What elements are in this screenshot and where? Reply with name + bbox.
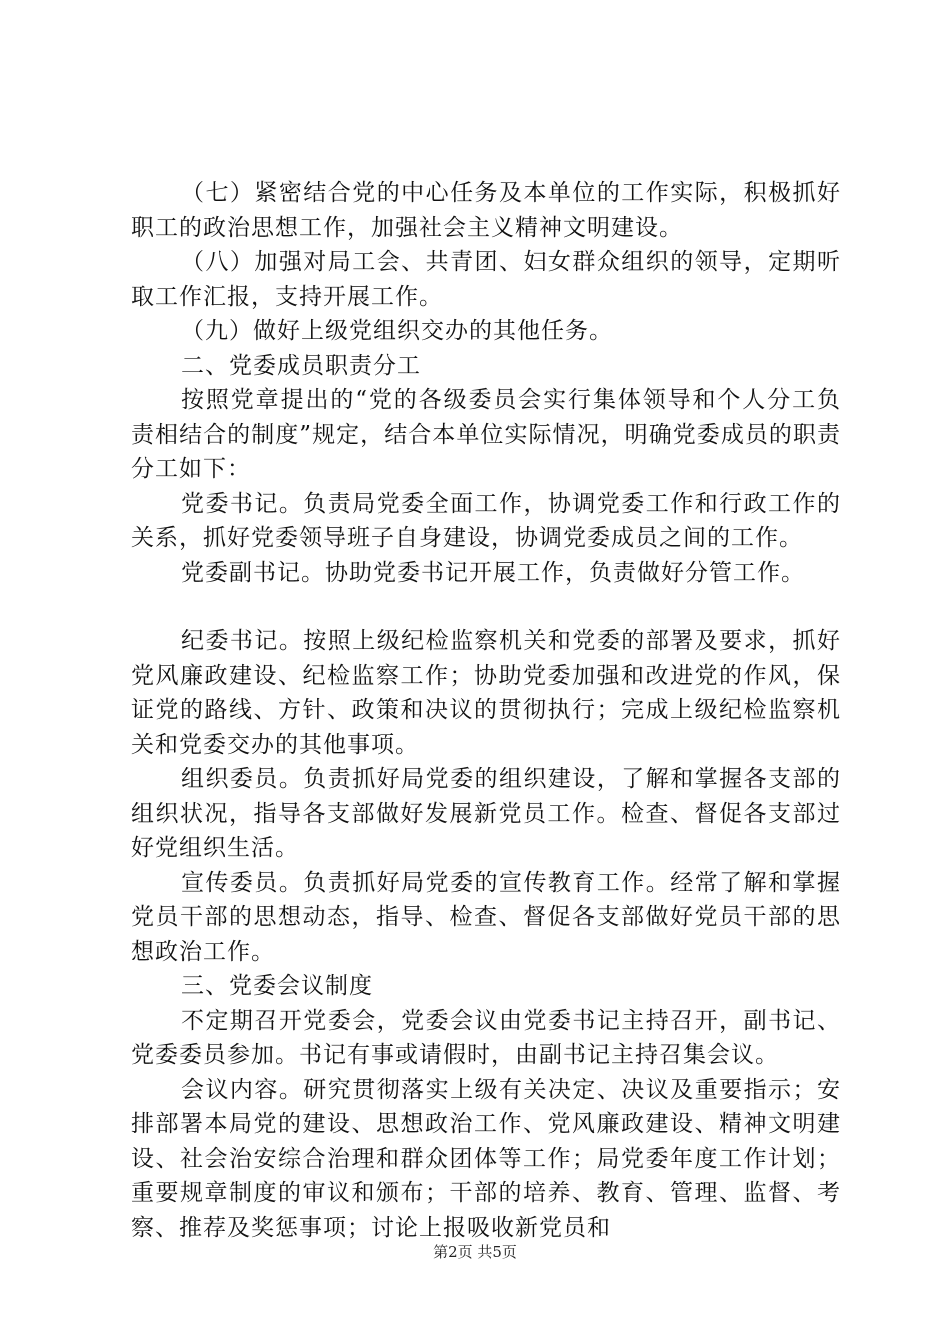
paragraph-9-other-tasks: （九）做好上级党组织交办的其他任务。 — [181, 318, 613, 344]
paragraph-organization-member: 组织委员。负责抓好局党委的组织建设，了解和掌握各支部的组织状况，指导各支部做好发展新党员工作。检查、督促各支部过好党组织生活。 — [131, 766, 841, 861]
section-heading-responsibilities: 二、党委成员职责分工 — [181, 352, 421, 379]
paragraph-meeting-content: 会议内容。研究贯彻落实上级有关决定、决议及重要指示；安排部署本局党的建设、思想政治工作、党风廉政建设、精神文明建设、社会治安综合治理和群众团体等工作；局党委年度工作计划；重要规章制度的审议和颁布；干部的培养、教育、管理、监督、考察、推荐及奖惩事项；讨论上报吸收新党员和 — [131, 1076, 841, 1241]
paragraph-meeting-convening: 不定期召开党委会，党委会议由党委书记主持召开，副书记、党委委员参加。书记有事或请假时，由副书记主持召集会议。 — [131, 1007, 841, 1068]
paragraph-publicity-member: 宣传委员。负责抓好局党委的宣传教育工作。经常了解和掌握党员干部的思想动态，指导、检查、督促各支部做好党员干部的思想政治工作。 — [131, 869, 841, 965]
paragraph-discipline-secretary: 纪委书记。按照上级纪检监察机关和党委的部署及要求，抓好党风廉政建设、纪检监察工作；协助党委加强和改进党的作风，保证党的路线、方针、政策和决议的贯彻执行；完成上级纪检监察机关和党委交办的其他事项。 — [131, 628, 841, 758]
paragraph-deputy-secretary: 党委副书记。协助党委书记开展工作，负责做好分管工作。 — [181, 559, 805, 586]
paragraph-responsibility-intro: 按照党章提出的“党的各级委员会实行集体领导和个人分工负责相结合的制度”规定，结合本单位实际情况，明确党委成员的职责分工如下： — [131, 387, 841, 482]
document-body — [131, 176, 841, 1245]
paragraph-7-political-work: （七）紧密结合党的中心任务及本单位的工作实际，积极抓好职工的政治思想工作，加强社会主义精神文明建设。 — [131, 180, 841, 241]
paragraph-party-secretary: 党委书记。负责局党委全面工作，协调党委工作和行政工作的关系，抓好党委领导班子自身建设，协调党委成员之间的工作。 — [131, 490, 841, 551]
paragraph-8-mass-organizations: （八）加强对局工会、共青团、妇女群众组织的领导，定期听取工作汇报，支持开展工作。 — [131, 249, 841, 310]
section-heading-meeting-system: 三、党委会议制度 — [181, 973, 373, 999]
page-number-footer: 第2页 共5页 — [433, 1243, 517, 1261]
